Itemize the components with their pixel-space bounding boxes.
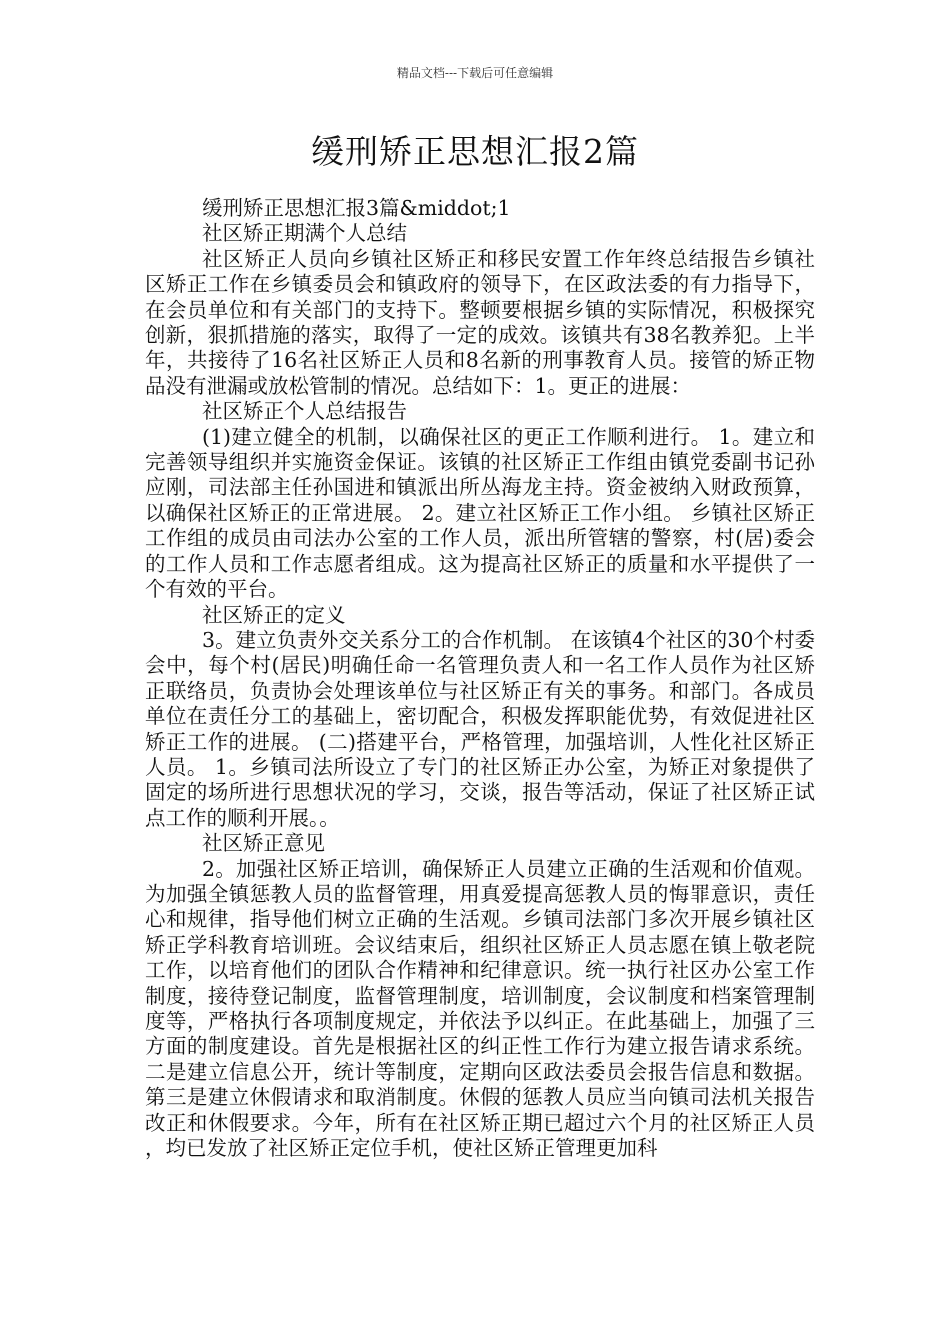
paragraph: 2。加强社区矫正培训，确保矫正人员建立正确的生活观和价值观。 为加强全镇惩教人员的监督管理，用真爱提高惩教人员的悔罪意识，责任心和规律，指导他们树立正确的生活观。乡镇司法部门多次开展乡镇社区矫正学科教育培训班。会议结束后，组织社区矫正人员志愿在镇上敬老院工作，以培育他们的团队合作精神和纪律意识。统一执行社区办公室工作制度，接待登记制度，监督管理制度，培训制度，会议制度和档案管理制度等，严格执行各项制度规定，并依法予以纠正。在此基础上，加强了三方面的制度建设。首先是根据社区的纠正性工作行为建立报告请求系统。二是建立信息公开，统计等制度，定期向区政法委员会报告信息和数据。第三是建立休假请求和取消制度。休假的惩教人员应当向镇司法机关报告改正和休假要求。今年，所有在社区矫正期已超过六个月的社区矫正人员，均已发放了社区矫正定位手机，使社区矫正管理更加科 bbox=[145, 856, 815, 1161]
paragraph: 社区矫正人员向乡镇社区矫正和移民安置工作年终总结报告乡镇社区矫正工作在乡镇委员会和镇政府的领导下，在区政法委的有力指导下，在会员单位和有关部门的支持下。整顿要根据乡镇的实际情况，积极探究创新，狠抓措施的落实，取得了一定的成效。该镇共有38名教养犯。上半年，共接待了16名社区矫正人员和8名新的刑事教育人员。接管的矫正物品没有泄漏或放松管制的情况。总结如下：1。更正的进展： bbox=[145, 246, 815, 398]
document-title: 缓刑矫正思想汇报2篇 bbox=[311, 132, 639, 171]
section-heading: 社区矫正的定义 bbox=[202, 602, 346, 627]
section-heading: 社区矫正期满个人总结 bbox=[202, 221, 407, 246]
section-heading: 社区矫正个人总结报告 bbox=[202, 399, 407, 424]
section-heading: 社区矫正意见 bbox=[202, 831, 325, 856]
page-header: 精品文档---下载后可任意编辑 bbox=[396, 66, 554, 80]
document-body bbox=[145, 196, 815, 1161]
paragraph: 3。建立负责外交关系分工的合作机制。 在该镇4个社区的30个村委会中，每个村(居民)明确任命一名管理负责人和一名工作人员作为社区矫正联络员，负责协会处理该单位与社区矫正有关的事务。和部门。各成员单位在责任分工的基础上，密切配合，积极发挥职能优势，有效促进社区矫正工作的进展。 (二)搭建平台，严格管理，加强培训，人性化社区矫正人员。 1。乡镇司法所设立了专门的社区矫正办公室，为矫正对象提供了固定的场所进行思想状况的学习，交谈，报告等活动，保证了社区矫正试点工作的顺利开展。。 bbox=[145, 627, 815, 830]
paragraph: (1)建立健全的机制，以确保社区的更正工作顺利进行。 1。建立和完善领导组织并实施资金保证。该镇的社区矫正工作组由镇党委副书记孙应刚，司法部主任孙国进和镇派出所丛海龙主持。资金被纳入财政预算，以确保社区矫正的正常进展。 2。建立社区矫正工作小组。 乡镇社区矫正工作组的成员由司法办公室的工作人员，派出所管辖的警察，村(居)委会的工作人员和工作志愿者组成。这为提高社区矫正的质量和水平提供了一个有效的平台。 bbox=[145, 424, 815, 602]
paragraph: 缓刑矫正思想汇报3篇&middot;1 bbox=[202, 196, 511, 220]
